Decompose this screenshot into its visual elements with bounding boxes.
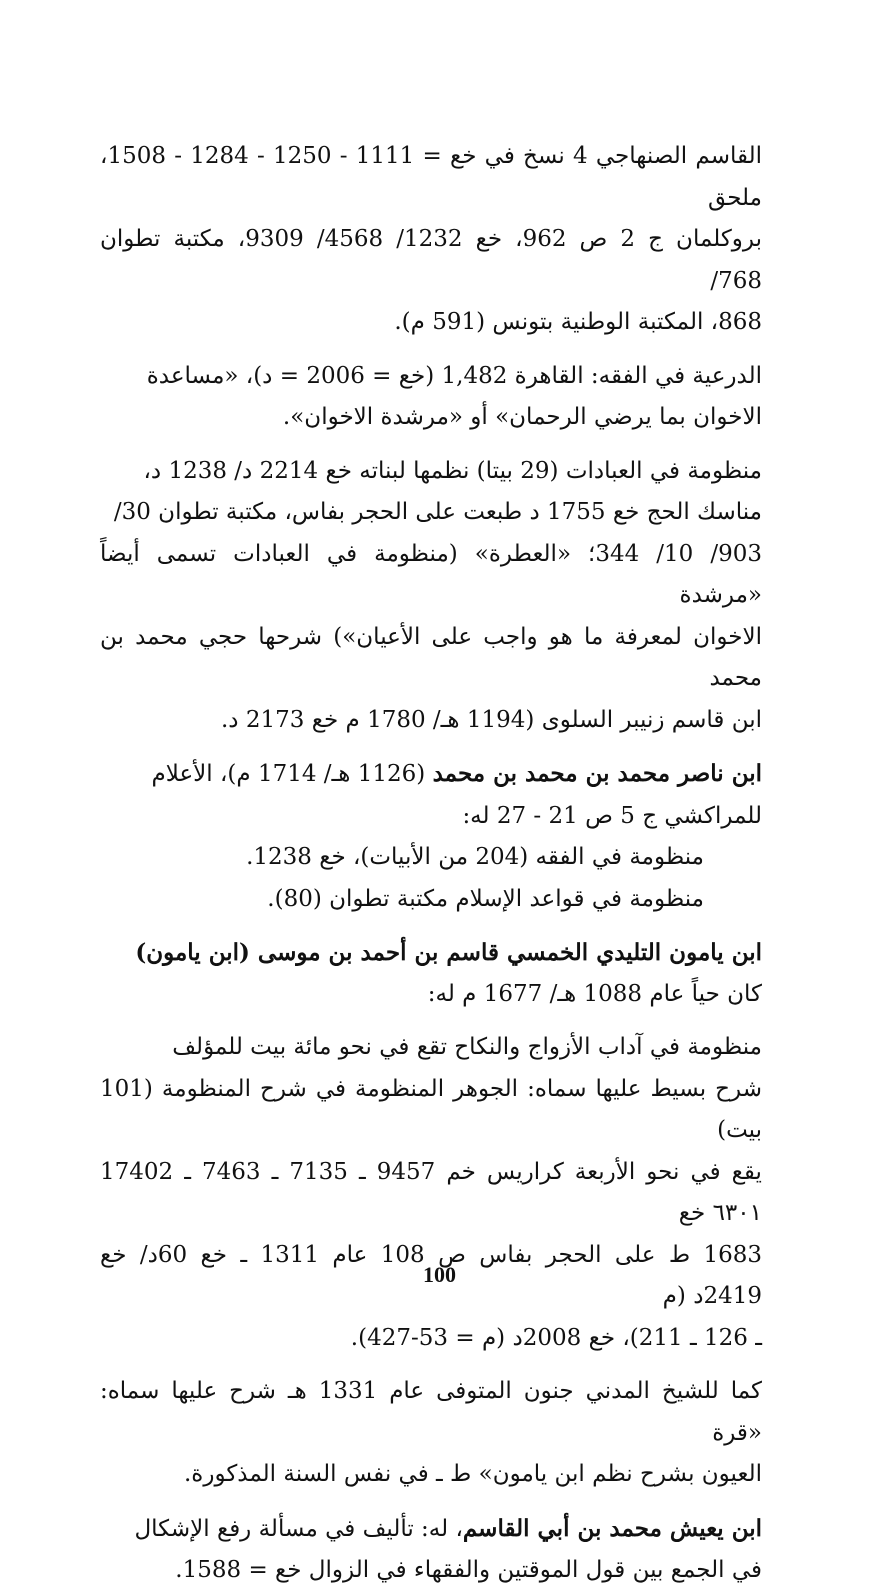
entry-8-line-2: في الجمع بين قول الموقتين والفقهاء في الزوال خع = 1588. — [175, 1557, 762, 1583]
entry-3 — [100, 451, 762, 742]
entry-4-line-2: للمراكشي ج 5 ص 21 - 27 له: — [462, 802, 762, 829]
entry-1-line-1: القاسم الصنهاجي 4 نسخ في خع = 1111 - 1250 - 1284 - 1508، ملحق — [100, 143, 763, 211]
entry-5 — [100, 932, 762, 1015]
entry-4-work-1: منظومة في الفقه (204 من الأبيات)، خع 1238. — [246, 844, 704, 870]
page-number: 100 — [423, 1262, 456, 1287]
entry-6-line-3: يقع في نحو الأربعة كراريس خم 9457 ـ 7135 ـ 7463 ـ 17402 ٦٣٠١ خع — [100, 1158, 762, 1226]
entry-7-line-1: كما للشيخ المدني جنون المتوفى عام 1331 هـ شرح عليها سماه: «قرة — [100, 1378, 762, 1446]
entry-6 — [100, 1027, 762, 1359]
entry-1 — [100, 136, 762, 344]
entry-2-line-2: الاخوان بما يرضي الرحمان» أو «مرشدة الاخوان». — [282, 404, 762, 430]
entry-8-line-1-rest: ، له: تأليف في مسألة رفع الإشكال — [134, 1515, 463, 1542]
entry-6-line-1: منظومة في آداب الأزواج والنكاح تقع في نحو مائة بيت للمؤلف — [172, 1034, 762, 1060]
entry-6-line-2: شرح بسيط عليها سماه: الجوهر المنظومة في شرح المنظومة (101 بيت) — [100, 1075, 762, 1143]
entry-4-line-1-rest: (1126 هـ/ 1714 م)، الأعلام — [151, 761, 433, 787]
entry-1-line-2: بروكلمان ج 2 ص 962، خع 1232/ 4568/ 9309، مكتبة تطوان 768/ — [100, 226, 763, 294]
entry-4 — [100, 753, 762, 837]
entry-7-line-2: العيون بشرح نظم ابن يامون» ط ـ في نفس السنة المذكورة. — [183, 1461, 762, 1487]
entry-8-line-1 — [100, 1508, 762, 1551]
entry-4-author-name: ابن ناصر محمد بن محمد بن محمد — [432, 760, 762, 787]
entry-3-line-5: ابن قاسم زنيبر السلوى (1194 هـ/ 1780 م خع 2173 د. — [221, 706, 762, 733]
entry-4-work-2: منظومة في قواعد الإسلام مكتبة تطوان (80). — [267, 885, 704, 912]
entry-6-line-4: 1683 ط على الحجر بفاس ص 108 عام 1311 ـ خع 60د/ خع 2419د (م — [100, 1241, 763, 1309]
entry-7 — [100, 1371, 762, 1496]
page-body — [100, 136, 762, 1592]
entry-8 — [100, 1508, 762, 1592]
entry-2 — [100, 356, 762, 439]
entry-1-line-3: 868، المكتبة الوطنية بتونس (591 م). — [394, 309, 762, 335]
entry-3-line-3: 903/ 10/ 344؛ «العطرة» (منظومة في العبادات تسمى أيضاً «مرشدة — [100, 540, 763, 608]
entry-3-line-2: مناسك الحج خع 1755 د طبعت على الحجر بفاس، مكتبة تطوان 30/ — [113, 499, 762, 525]
entry-4-line-1 — [100, 753, 762, 796]
entry-5-line-2: كان حياً عام 1088 هـ/ 1677 م له: — [427, 980, 762, 1007]
entry-3-line-1: منظومة في العبادات (29 بيتا) نظمها لبناته خع 2214 د/ 1238 د، — [143, 457, 762, 484]
entry-5-heading: ابن يامون التليدي الخمسي قاسم بن أحمد بن موسى (ابن يامون) — [135, 939, 762, 966]
entry-8-author-name: ابن يعيش محمد بن أبي القاسم — [462, 1514, 762, 1542]
entry-3-line-4: الاخوان لمعرفة ما هو واجب على الأعيان») شرحها حجي محمد بن محمد — [100, 623, 762, 691]
entry-2-line-1: الدرعية في الفقه: القاهرة 1,482 (خع = 2006 = د)، «مساعدة — [146, 362, 762, 389]
entry-6-line-5: ـ 126 ـ 211)، خع 2008د (م = 53-427). — [350, 1324, 762, 1351]
